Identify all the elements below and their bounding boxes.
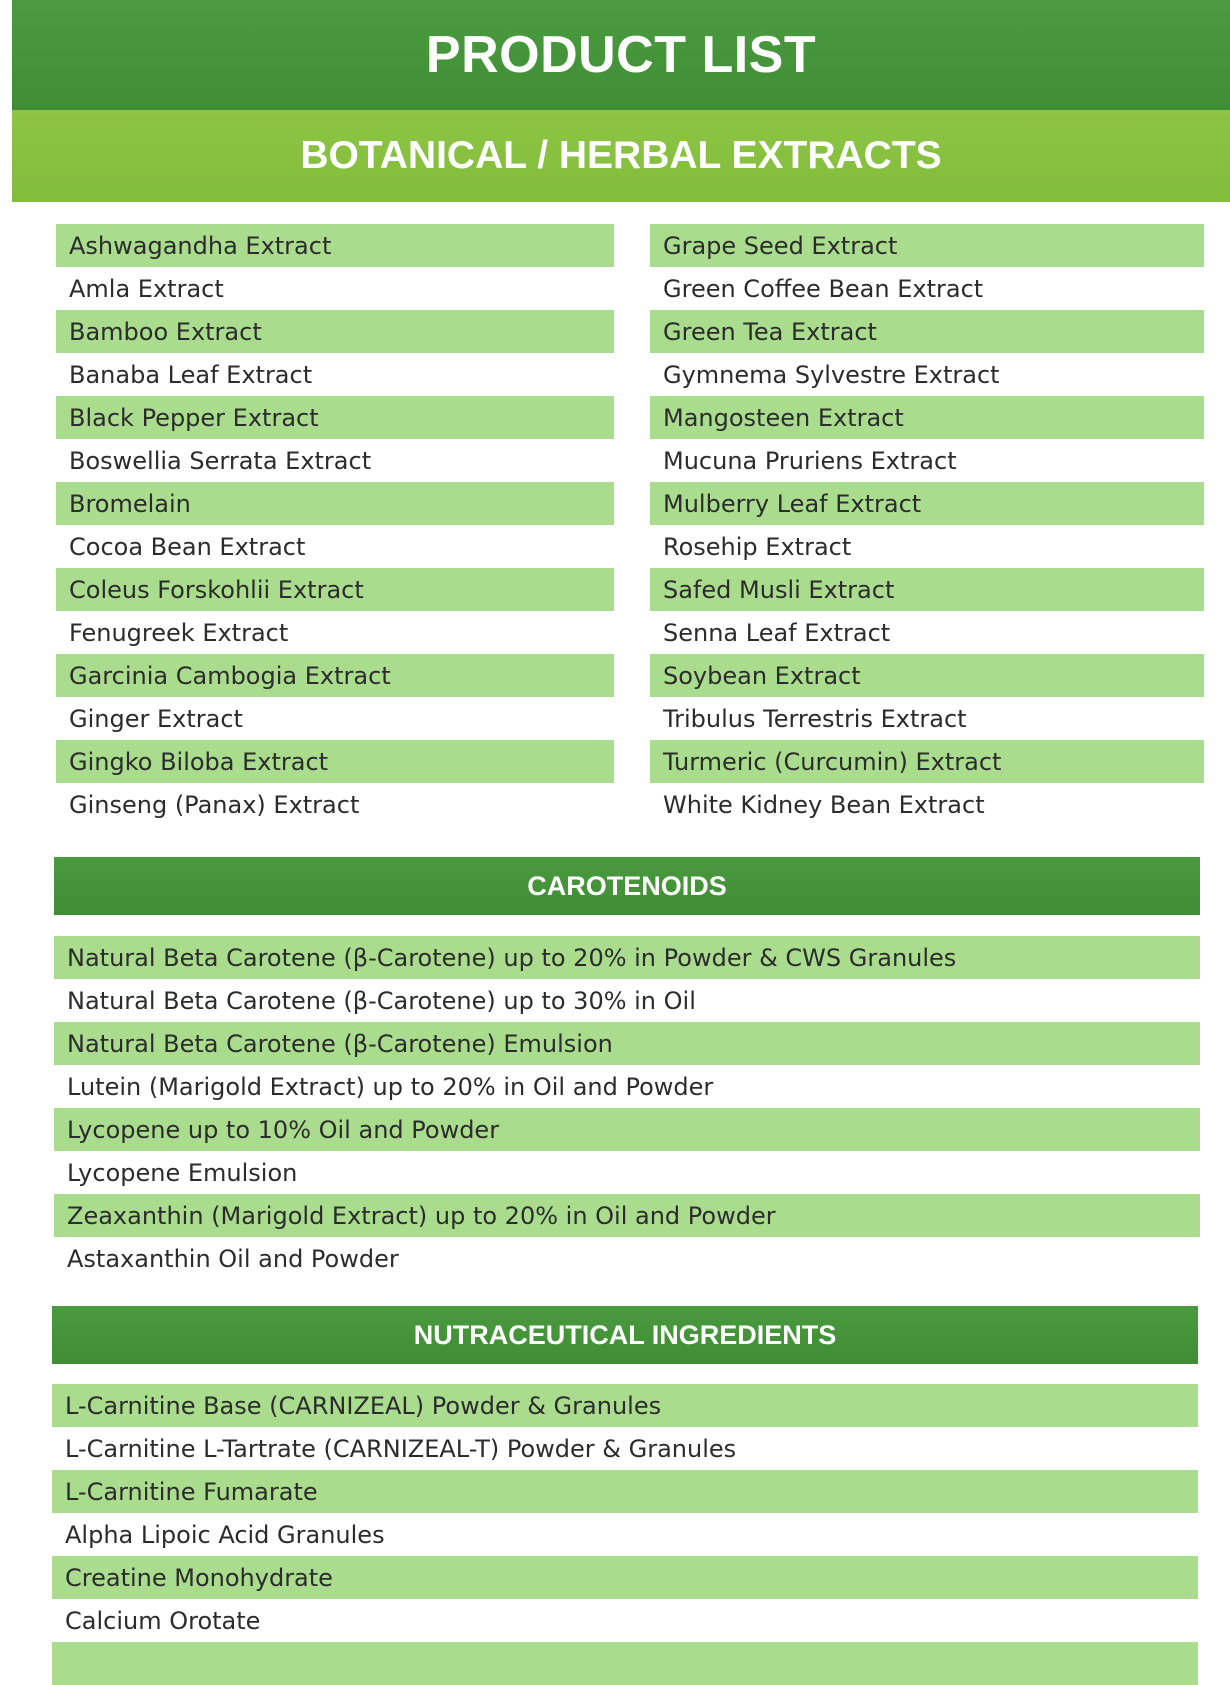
product-list-header — [12, 0, 1230, 110]
nutraceutical-heading: NUTRACEUTICAL INGREDIENTS — [413, 1319, 837, 1350]
carotenoids-list — [54, 936, 1200, 1280]
list-item: L-Carnitine Base (CARNIZEAL) Powder & Granules — [52, 1384, 1198, 1427]
list-item: Lycopene Emulsion — [67, 1158, 298, 1187]
list-item: L-Carnitine L-Tartrate (CARNIZEAL-T) Powder & Granules — [65, 1434, 737, 1463]
list-item: L-Carnitine Fumarate — [52, 1470, 1198, 1513]
botanical-heading: BOTANICAL / HERBAL EXTRACTS — [300, 134, 942, 177]
list-item: Bamboo Extract — [56, 310, 614, 353]
list-item: Boswellia Serrata Extract — [69, 446, 372, 475]
list-item: Banaba Leaf Extract — [69, 360, 313, 389]
list-item: Garcinia Cambogia Extract — [56, 654, 614, 697]
list-item: Bromelain — [56, 482, 614, 525]
list-item: Senna Leaf Extract — [663, 618, 891, 647]
list-item: Cocoa Bean Extract — [69, 532, 306, 561]
nutraceutical-header — [52, 1306, 1198, 1364]
list-item: Natural Beta Carotene (β-Carotene) up to 20% in Powder & CWS Granules — [54, 936, 1200, 979]
list-item: Rosehip Extract — [663, 532, 852, 561]
list-item: Lutein (Marigold Extract) up to 20% in Oil and Powder — [67, 1072, 714, 1101]
page-title: PRODUCT LIST — [425, 26, 817, 84]
list-item: Astaxanthin Oil and Powder — [67, 1244, 399, 1273]
nutraceutical-list — [52, 1384, 1198, 1685]
list-item: Calcium Orotate — [65, 1606, 261, 1635]
list-item: Creatine Monohydrate — [52, 1556, 1198, 1599]
list-item: Natural Beta Carotene (β-Carotene) Emulsion — [54, 1022, 1200, 1065]
list-item: Fenugreek Extract — [69, 618, 289, 647]
list-item: Green Coffee Bean Extract — [663, 274, 984, 303]
list-item: Lycopene up to 10% Oil and Powder — [54, 1108, 1200, 1151]
list-item: Safed Musli Extract — [650, 568, 1204, 611]
list-item: Amla Extract — [69, 274, 224, 303]
list-item: Zeaxanthin (Marigold Extract) up to 20% in Oil and Powder — [54, 1194, 1200, 1237]
botanical-right-column — [650, 224, 1204, 826]
list-item: Mucuna Pruriens Extract — [663, 446, 957, 475]
botanical-header — [12, 110, 1230, 202]
list-item: Alpha Lipoic Acid Granules — [65, 1520, 385, 1549]
list-item: Natural Beta Carotene (β-Carotene) up to 30% in Oil — [67, 986, 696, 1015]
list-item: Coleus Forskohlii Extract — [56, 568, 614, 611]
botanical-left-column — [56, 224, 614, 826]
list-item: Soybean Extract — [650, 654, 1204, 697]
list-item: Ginger Extract — [69, 704, 243, 733]
list-item: Grape Seed Extract — [650, 224, 1204, 267]
list-item: White Kidney Bean Extract — [663, 790, 985, 819]
list-item: Turmeric (Curcumin) Extract — [650, 740, 1204, 783]
carotenoids-header — [54, 857, 1200, 915]
list-item: Gymnema Sylvestre Extract — [663, 360, 1000, 389]
list-item: Black Pepper Extract — [56, 396, 614, 439]
list-item: Mangosteen Extract — [650, 396, 1204, 439]
carotenoids-heading: CAROTENOIDS — [527, 870, 727, 901]
list-item: Green Tea Extract — [650, 310, 1204, 353]
list-item: Mulberry Leaf Extract — [650, 482, 1204, 525]
list-item: Ashwagandha Extract — [56, 224, 614, 267]
list-item: Ginseng (Panax) Extract — [69, 790, 360, 819]
list-item: Gingko Biloba Extract — [56, 740, 614, 783]
list-item — [52, 1642, 1198, 1685]
list-item: Tribulus Terrestris Extract — [663, 704, 967, 733]
